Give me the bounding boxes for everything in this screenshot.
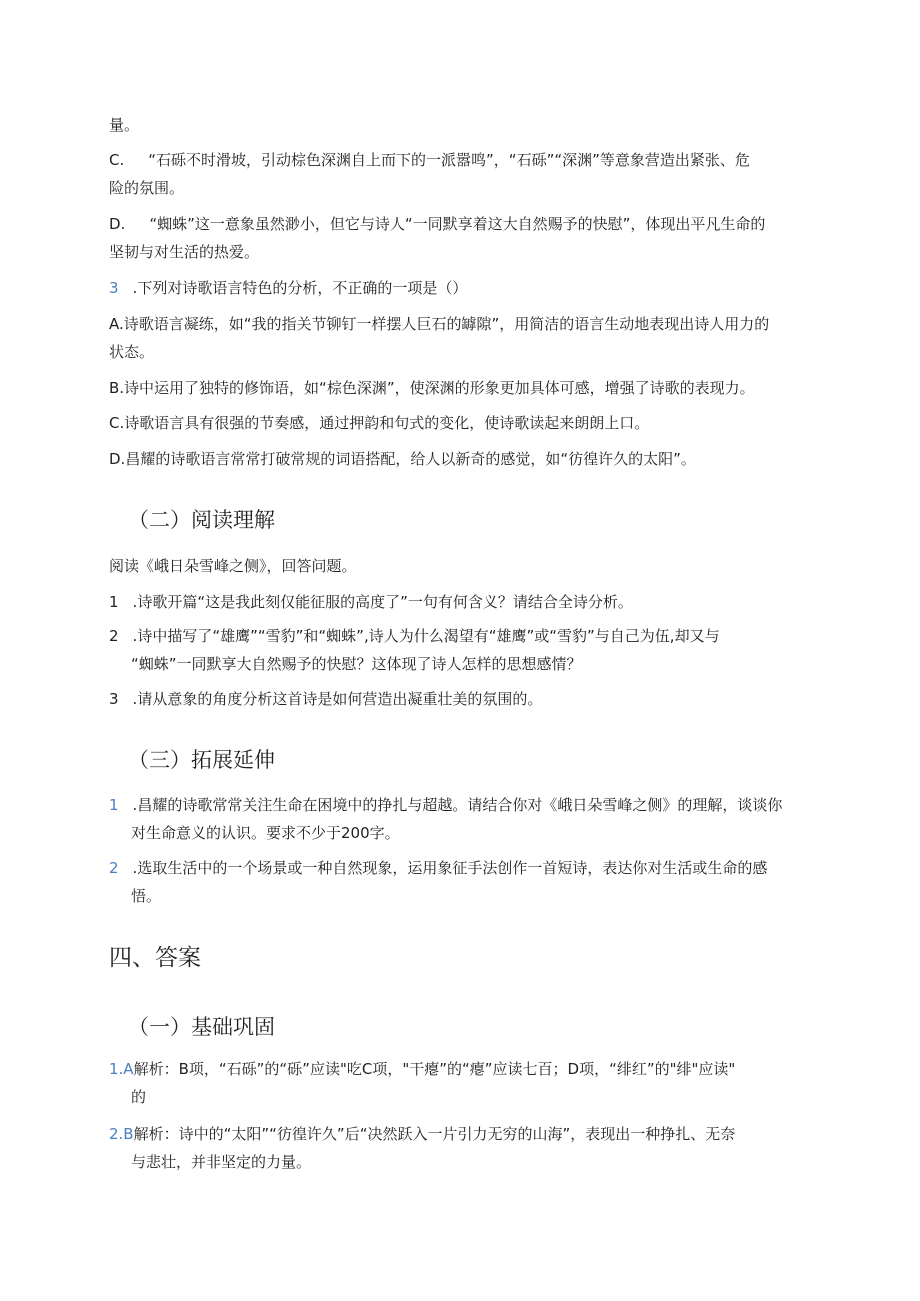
option-c-cont: 险的氛围。: [109, 179, 185, 197]
extension-question-1-text: .昌耀的诗歌常常关注生命在困境中的挣扎与超越。请结合你对《峨日朵雪峰之侧》的理解，谈谈你: [132, 796, 783, 814]
option-d-text: “蜘蛛”这一意象虽然渺小，但它与诗人“一同默享着这大自然赐予的快慰”，体现出平凡生命的: [149, 215, 766, 233]
reading-question-2-cont: “蜘蛛”一同默享大自然赐予的快慰？这体现了诗人怎样的思想感情？: [131, 655, 582, 673]
answer-2-cont: 与悲壮，并非坚定的力量。: [131, 1153, 312, 1171]
q3-option-a-cont: 状态。: [109, 343, 155, 361]
option-d-cont: 坚韧与对生活的热爱。: [109, 243, 260, 261]
section-heading-answers: 四、答案: [109, 945, 201, 971]
question-3: [109, 278, 467, 298]
q3-option-b: B.诗中运用了独特的修饰语，如“棕色深渊”，使深渊的形象更加具体可感，增强了诗歌的表现力。: [109, 379, 755, 397]
q3-option-d: D.昌耀的诗歌语言常常打破常规的词语搭配，给人以新奇的感觉，如“彷徨许久的太阳”。: [109, 450, 696, 468]
option-c: [109, 150, 750, 170]
extension-question-2: [109, 858, 767, 878]
reading-intro: 阅读《峨日朵雪峰之侧》，回答问题。: [109, 557, 357, 575]
answer-1-cont: 的: [131, 1088, 147, 1106]
section-heading-extension: （三）拓展延伸: [128, 748, 275, 772]
reading-question-3-text: .请从意象的角度分析这首诗是如何营造出凝重壮美的氛围的。: [132, 690, 543, 708]
option-c-letter: C.: [109, 151, 125, 169]
reading-question-3: [109, 689, 542, 709]
extension-question-2-text: .选取生活中的一个场景或一种自然现象，运用象征手法创作一首短诗，表达你对生活或生命的感: [132, 859, 768, 877]
q3-option-c: C.诗歌语言具有很强的节奏感，通过押韵和句式的变化，使诗歌读起来朗朗上口。: [109, 414, 650, 432]
question-3-number: 3: [109, 279, 119, 297]
answer-2: [109, 1124, 735, 1144]
q3-option-a: A.诗歌语言凝练，如“我的指关节铆钉一样摆人巨石的罅隙”，用简洁的语言生动地表现出诗人用力的: [109, 315, 770, 333]
answer-1-number: 1.A: [109, 1060, 134, 1078]
answer-1: [109, 1059, 735, 1079]
reading-question-1-text: .诗歌开篇“这是我此刻仅能征服的高度了”一句有何含义？请结合全诗分析。: [132, 593, 633, 611]
reading-question-2-number: 2: [109, 627, 119, 645]
extension-question-2-number: 2: [109, 859, 119, 877]
option-b-tail: 量。: [109, 116, 140, 134]
answer-2-number: 2.B: [109, 1125, 134, 1143]
answer-1-text: 解析：B项，“石砾”的“砾”应读"吃C项，"干瘪”的“瘪”应读七百；D项，“绯红”的"绯"应读": [133, 1060, 736, 1078]
reading-question-1: [109, 592, 633, 612]
option-d-letter: D.: [109, 215, 126, 233]
reading-question-2: [109, 626, 720, 646]
answers-subheading-basics: （一）基础巩固: [128, 1015, 275, 1039]
reading-question-3-number: 3: [109, 690, 119, 708]
extension-question-1-number: 1: [109, 796, 119, 814]
extension-question-1: [109, 795, 782, 815]
section-heading-reading: （二）阅读理解: [128, 508, 275, 532]
reading-question-2-text: .诗中描写了“雄鹰”“雪豹”和“蜘蛛”,诗人为什么渴望有“雄鹰”或“雪豹”与自己为伍,却又与: [132, 627, 720, 645]
reading-question-1-number: 1: [109, 593, 119, 611]
question-3-stem: .下列对诗歌语言特色的分析，不正确的一项是（）: [132, 279, 468, 297]
extension-question-1-cont: 对生命意义的认识。要求不少于200字。: [131, 824, 400, 842]
extension-question-2-cont: 悟。: [131, 887, 162, 905]
option-c-text: “石砾不时滑坡，引动棕色深渊自上而下的一派嚣鸣”，“石砾”“深渊”等意象营造出紧张、危: [148, 151, 750, 169]
answer-2-text: 解析：诗中的“太阳”“彷徨许久”后“决然跃入一片引力无穷的山海”，表现出一种挣扎、无奈: [133, 1125, 736, 1143]
option-d: [109, 214, 765, 234]
